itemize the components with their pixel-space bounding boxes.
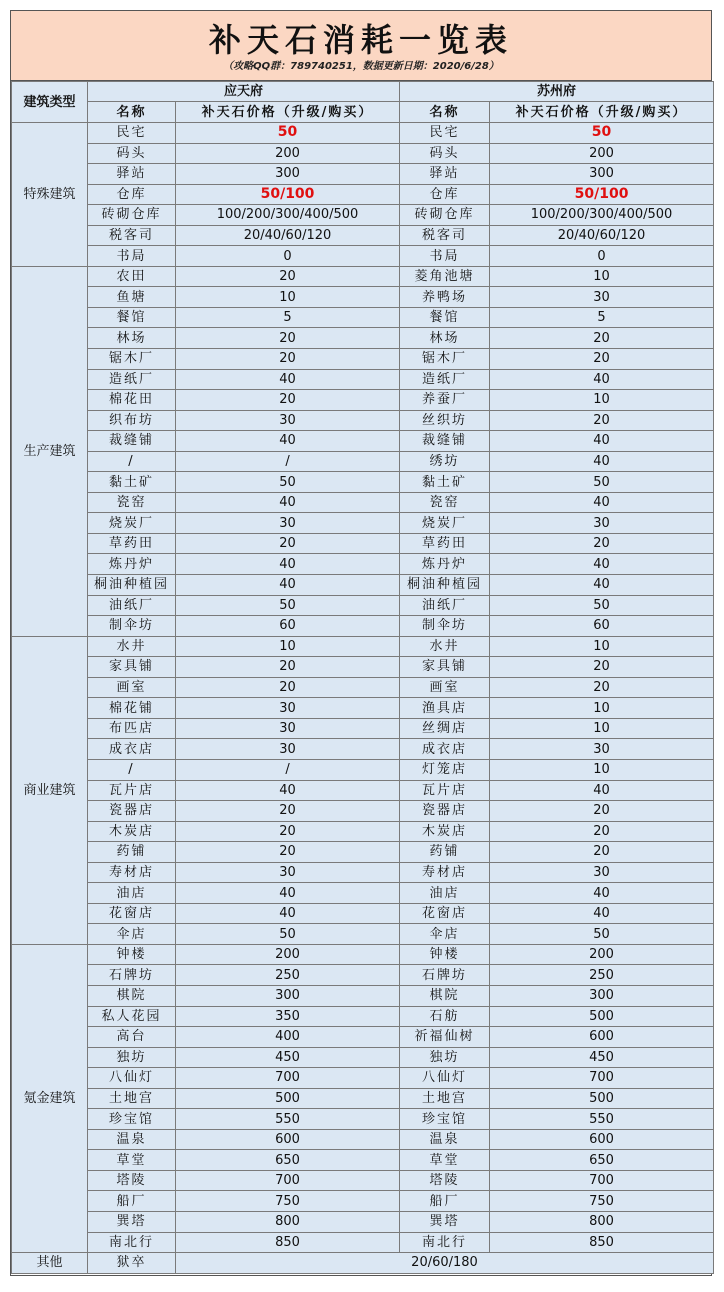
table-row [12, 349, 714, 370]
city-b-price: 40 [490, 451, 714, 472]
city-a-name-header: 名称 [88, 102, 176, 123]
city-a-building-name: 巽塔 [88, 1211, 176, 1232]
city-a-price: 350 [176, 1006, 400, 1027]
city-b-building-name: 木炭店 [400, 821, 490, 842]
city-a-price: 20 [176, 328, 400, 349]
city-b-price: 0 [490, 246, 714, 267]
city-b-price: 10 [490, 698, 714, 719]
city-a-building-name: 珍宝馆 [88, 1109, 176, 1130]
city-b-price: 450 [490, 1047, 714, 1068]
table-row [12, 657, 714, 678]
city-a-price: 50 [176, 924, 400, 945]
table-row [12, 924, 714, 945]
city-b-building-name: 土地宫 [400, 1088, 490, 1109]
table-row [12, 328, 714, 349]
city-b-price: 10 [490, 759, 714, 780]
city-a-price: 250 [176, 965, 400, 986]
city-b-building-name: 砖砌仓库 [400, 205, 490, 226]
city-b-price: 300 [490, 985, 714, 1006]
city-b-building-name: 南北行 [400, 1232, 490, 1253]
city-a-price: 500 [176, 1088, 400, 1109]
city-b-price: 20 [490, 410, 714, 431]
table-row [12, 164, 714, 185]
city-a-price: 5 [176, 307, 400, 328]
city-b-building-name: 桐油种植园 [400, 575, 490, 596]
table-row [12, 246, 714, 267]
city-b-building-name: 药铺 [400, 842, 490, 863]
city-b-name-header: 名称 [400, 102, 490, 123]
city-b-building-name: 驿站 [400, 164, 490, 185]
city-a-price: 50 [176, 472, 400, 493]
city-a-building-name: 水井 [88, 636, 176, 657]
table-row [12, 451, 714, 472]
city-a-price: 40 [176, 575, 400, 596]
city-b-building-name: 仓库 [400, 184, 490, 205]
city-a-building-name: 驿站 [88, 164, 176, 185]
city-b-building-name: 独坊 [400, 1047, 490, 1068]
table-row [12, 801, 714, 822]
table-row [12, 472, 714, 493]
table-row [12, 1232, 714, 1253]
table-row [12, 205, 714, 226]
city-b-building-name: 养鸭场 [400, 287, 490, 308]
city-b-price: 40 [490, 369, 714, 390]
category-label: 特殊建筑 [12, 123, 88, 267]
table-row [12, 533, 714, 554]
city-a-building-name: 布匹店 [88, 718, 176, 739]
city-a-building-name: 织布坊 [88, 410, 176, 431]
table-row [12, 369, 714, 390]
table-row [12, 862, 714, 883]
city-a-building-name: 高台 [88, 1027, 176, 1048]
city-a-building-name: / [88, 759, 176, 780]
table-row [12, 492, 714, 513]
city-a-price: 20/40/60/120 [176, 225, 400, 246]
table-row [12, 1068, 714, 1089]
table-row [12, 1150, 714, 1171]
city-b-price: 750 [490, 1191, 714, 1212]
header-row-cities [12, 82, 714, 102]
city-b-price: 10 [490, 390, 714, 411]
table-row [12, 739, 714, 760]
city-a-building-name: / [88, 451, 176, 472]
city-a-building-name: 造纸厂 [88, 369, 176, 390]
city-b-building-name: 瓷窑 [400, 492, 490, 513]
city-b-building-name: 灯笼店 [400, 759, 490, 780]
city-a-price: 600 [176, 1129, 400, 1150]
city-a-price: 20 [176, 390, 400, 411]
city-b-building-name: 瓷器店 [400, 801, 490, 822]
city-b-price: 30 [490, 862, 714, 883]
city-b-price: 20 [490, 821, 714, 842]
table-row [12, 985, 714, 1006]
city-b-price: 600 [490, 1129, 714, 1150]
table-row [12, 842, 714, 863]
city-b-price: 50 [490, 123, 714, 144]
city-b-price: 650 [490, 1150, 714, 1171]
city-a-price: 20 [176, 349, 400, 370]
city-a-building-name: 土地宫 [88, 1088, 176, 1109]
city-b-building-name: 温泉 [400, 1129, 490, 1150]
table-row [12, 266, 714, 287]
city-b-price: 10 [490, 718, 714, 739]
city-b-building-name: 巽塔 [400, 1211, 490, 1232]
city-a-building-name: 草堂 [88, 1150, 176, 1171]
city-b-price: 700 [490, 1068, 714, 1089]
city-b-price: 850 [490, 1232, 714, 1253]
city-b-building-name: 锯木厂 [400, 349, 490, 370]
city-a-building-name: 制伞坊 [88, 616, 176, 637]
city-a-building-name: 寿材店 [88, 862, 176, 883]
city-a-price: 400 [176, 1027, 400, 1048]
city-a-building-name: 棉花田 [88, 390, 176, 411]
city-b-building-name: 草药田 [400, 533, 490, 554]
page-subtitle: （攻略QQ群：789740251，数据更新日期：2020/6/28） [223, 61, 499, 72]
city-a-price: 650 [176, 1150, 400, 1171]
city-a-price: 40 [176, 492, 400, 513]
city-a-building-name: 炼丹炉 [88, 554, 176, 575]
city-b-building-name: 书局 [400, 246, 490, 267]
city-a-price: 40 [176, 780, 400, 801]
city-a-building-name: 石牌坊 [88, 965, 176, 986]
city-a-building-name: 船厂 [88, 1191, 176, 1212]
city-b-price-header: 补天石价格（升级/购买） [490, 102, 714, 123]
city-a-price: / [176, 759, 400, 780]
city-a-price: 800 [176, 1211, 400, 1232]
city-b-building-name: 炼丹炉 [400, 554, 490, 575]
city-b-price: 20 [490, 677, 714, 698]
city-a-building-name: 油店 [88, 883, 176, 904]
city-b-building-name: 裁缝铺 [400, 431, 490, 452]
city-a-price: 50 [176, 595, 400, 616]
city-a-building-name: 独坊 [88, 1047, 176, 1068]
city-b-building-name: 八仙灯 [400, 1068, 490, 1089]
table-row [12, 759, 714, 780]
city-b-price: 40 [490, 883, 714, 904]
city-a-header: 应天府 [88, 82, 400, 102]
city-b-building-name: 绣坊 [400, 451, 490, 472]
city-b-price: 700 [490, 1170, 714, 1191]
city-b-price: 500 [490, 1006, 714, 1027]
city-b-building-name: 家具铺 [400, 657, 490, 678]
table-row [12, 616, 714, 637]
city-a-price: 30 [176, 739, 400, 760]
city-b-building-name: 伞店 [400, 924, 490, 945]
city-b-price: 60 [490, 616, 714, 637]
city-b-building-name: 水井 [400, 636, 490, 657]
city-b-building-name: 祈福仙树 [400, 1027, 490, 1048]
city-a-building-name: 棉花铺 [88, 698, 176, 719]
city-a-building-name: 税客司 [88, 225, 176, 246]
cost-table [11, 81, 714, 1274]
city-b-price: 40 [490, 492, 714, 513]
city-b-price: 5 [490, 307, 714, 328]
city-a-price: / [176, 451, 400, 472]
city-a-building-name: 木炭店 [88, 821, 176, 842]
city-b-building-name: 塔陵 [400, 1170, 490, 1191]
table-row [12, 225, 714, 246]
city-a-building-name: 八仙灯 [88, 1068, 176, 1089]
table-row [12, 1109, 714, 1130]
city-b-price: 30 [490, 739, 714, 760]
city-a-price: 60 [176, 616, 400, 637]
city-a-price: 20 [176, 533, 400, 554]
city-a-price: 30 [176, 718, 400, 739]
city-b-price: 50/100 [490, 184, 714, 205]
city-a-price: 200 [176, 944, 400, 965]
city-a-building-name: 钟楼 [88, 944, 176, 965]
city-b-building-name: 石牌坊 [400, 965, 490, 986]
city-b-building-name: 菱角池塘 [400, 266, 490, 287]
table-row [12, 698, 714, 719]
category-label: 其他 [12, 1253, 88, 1274]
city-a-building-name: 南北行 [88, 1232, 176, 1253]
city-a-building-name: 伞店 [88, 924, 176, 945]
city-a-price: 20 [176, 677, 400, 698]
city-b-price: 20 [490, 533, 714, 554]
city-a-building-name: 家具铺 [88, 657, 176, 678]
city-a-price: 300 [176, 985, 400, 1006]
table-row [12, 1191, 714, 1212]
city-b-building-name: 民宅 [400, 123, 490, 144]
city-a-building-name: 林场 [88, 328, 176, 349]
table-row [12, 390, 714, 411]
city-b-price: 200 [490, 944, 714, 965]
table-row [12, 780, 714, 801]
city-a-price: 10 [176, 636, 400, 657]
city-b-price: 300 [490, 164, 714, 185]
category-label: 商业建筑 [12, 636, 88, 944]
city-b-building-name: 渔具店 [400, 698, 490, 719]
city-a-price: 30 [176, 862, 400, 883]
city-b-building-name: 烧炭厂 [400, 513, 490, 534]
city-a-price: 20 [176, 266, 400, 287]
city-a-price: 20 [176, 801, 400, 822]
city-a-price: 0 [176, 246, 400, 267]
other-building-name: 狱卒 [88, 1253, 176, 1274]
category-label: 生产建筑 [12, 266, 88, 636]
city-b-building-name: 棋院 [400, 985, 490, 1006]
city-b-price: 600 [490, 1027, 714, 1048]
city-b-price: 200 [490, 143, 714, 164]
city-a-price: 50/100 [176, 184, 400, 205]
city-b-price: 10 [490, 636, 714, 657]
city-a-building-name: 餐馆 [88, 307, 176, 328]
city-a-building-name: 桐油种植园 [88, 575, 176, 596]
table-row [12, 595, 714, 616]
city-b-building-name: 丝织坊 [400, 410, 490, 431]
table-row [12, 883, 714, 904]
city-b-building-name: 寿材店 [400, 862, 490, 883]
city-b-price: 100/200/300/400/500 [490, 205, 714, 226]
city-a-price: 40 [176, 883, 400, 904]
city-a-price: 700 [176, 1068, 400, 1089]
city-a-building-name: 画室 [88, 677, 176, 698]
cost-table-sheet [10, 10, 712, 1276]
city-b-building-name: 税客司 [400, 225, 490, 246]
city-a-building-name: 药铺 [88, 842, 176, 863]
city-a-price: 550 [176, 1109, 400, 1130]
table-row [12, 718, 714, 739]
city-a-price: 450 [176, 1047, 400, 1068]
table-row [12, 903, 714, 924]
city-b-price: 50 [490, 472, 714, 493]
table-row [12, 575, 714, 596]
city-a-building-name: 砖砌仓库 [88, 205, 176, 226]
table-row [12, 431, 714, 452]
city-b-price: 800 [490, 1211, 714, 1232]
city-b-header: 苏州府 [400, 82, 714, 102]
city-a-price: 40 [176, 369, 400, 390]
table-row [12, 1129, 714, 1150]
table-row [12, 554, 714, 575]
header-row-columns [12, 102, 714, 123]
table-row [12, 1170, 714, 1191]
table-row [12, 143, 714, 164]
city-a-building-name: 草药田 [88, 533, 176, 554]
city-b-building-name: 画室 [400, 677, 490, 698]
other-price: 20/60/180 [176, 1253, 714, 1274]
city-b-building-name: 油店 [400, 883, 490, 904]
table-row [12, 410, 714, 431]
city-b-price: 10 [490, 266, 714, 287]
city-b-price: 30 [490, 287, 714, 308]
table-row [12, 1211, 714, 1232]
table-row [12, 821, 714, 842]
city-a-price: 40 [176, 554, 400, 575]
table-row [12, 513, 714, 534]
city-b-price: 40 [490, 431, 714, 452]
city-a-price: 700 [176, 1170, 400, 1191]
city-b-price: 40 [490, 554, 714, 575]
city-b-building-name: 石舫 [400, 1006, 490, 1027]
city-a-price: 10 [176, 287, 400, 308]
city-b-building-name: 养蚕厂 [400, 390, 490, 411]
city-b-price: 20 [490, 801, 714, 822]
city-b-price: 40 [490, 575, 714, 596]
table-row [12, 1027, 714, 1048]
city-a-building-name: 裁缝铺 [88, 431, 176, 452]
city-a-building-name: 仓库 [88, 184, 176, 205]
table-row [12, 1006, 714, 1027]
table-row [12, 677, 714, 698]
city-a-price: 850 [176, 1232, 400, 1253]
city-a-building-name: 油纸厂 [88, 595, 176, 616]
city-a-price: 40 [176, 903, 400, 924]
table-row [12, 1088, 714, 1109]
city-b-building-name: 林场 [400, 328, 490, 349]
city-b-building-name: 成衣店 [400, 739, 490, 760]
city-a-building-name: 塔陵 [88, 1170, 176, 1191]
city-b-price: 20 [490, 349, 714, 370]
city-a-price: 200 [176, 143, 400, 164]
city-a-building-name: 烧炭厂 [88, 513, 176, 534]
city-b-building-name: 餐馆 [400, 307, 490, 328]
city-b-building-name: 黏土矿 [400, 472, 490, 493]
city-a-building-name: 书局 [88, 246, 176, 267]
city-a-building-name: 私人花园 [88, 1006, 176, 1027]
city-a-price: 20 [176, 657, 400, 678]
city-b-building-name: 油纸厂 [400, 595, 490, 616]
city-b-building-name: 珍宝馆 [400, 1109, 490, 1130]
city-a-building-name: 棋院 [88, 985, 176, 1006]
table-row [12, 965, 714, 986]
city-a-price-header: 补天石价格（升级/购买） [176, 102, 400, 123]
city-a-building-name: 黏土矿 [88, 472, 176, 493]
city-b-price: 20 [490, 328, 714, 349]
page-title: 补天石消耗一览表 [208, 21, 513, 59]
city-b-building-name: 造纸厂 [400, 369, 490, 390]
city-a-price: 30 [176, 410, 400, 431]
city-a-building-name: 成衣店 [88, 739, 176, 760]
city-b-price: 40 [490, 903, 714, 924]
table-row [12, 944, 714, 965]
city-b-price: 20 [490, 657, 714, 678]
title-block [11, 11, 711, 81]
city-b-price: 30 [490, 513, 714, 534]
category-label: 氪金建筑 [12, 944, 88, 1252]
city-b-price: 550 [490, 1109, 714, 1130]
city-b-price: 20/40/60/120 [490, 225, 714, 246]
city-b-price: 40 [490, 780, 714, 801]
city-a-building-name: 锯木厂 [88, 349, 176, 370]
table-row [12, 636, 714, 657]
city-b-building-name: 钟楼 [400, 944, 490, 965]
city-a-price: 100/200/300/400/500 [176, 205, 400, 226]
table-row [12, 307, 714, 328]
city-b-building-name: 船厂 [400, 1191, 490, 1212]
building-type-header: 建筑类型 [12, 82, 88, 123]
city-b-price: 50 [490, 924, 714, 945]
city-a-price: 50 [176, 123, 400, 144]
city-a-building-name: 温泉 [88, 1129, 176, 1150]
table-row [12, 184, 714, 205]
city-b-building-name: 制伞坊 [400, 616, 490, 637]
city-a-building-name: 花窗店 [88, 903, 176, 924]
table-row [12, 1047, 714, 1068]
city-a-price: 20 [176, 842, 400, 863]
city-b-price: 500 [490, 1088, 714, 1109]
city-a-price: 40 [176, 431, 400, 452]
city-a-price: 30 [176, 698, 400, 719]
city-b-building-name: 码头 [400, 143, 490, 164]
city-b-building-name: 瓦片店 [400, 780, 490, 801]
city-a-building-name: 瓷器店 [88, 801, 176, 822]
city-b-price: 50 [490, 595, 714, 616]
city-b-building-name: 丝绸店 [400, 718, 490, 739]
city-b-price: 250 [490, 965, 714, 986]
city-b-price: 20 [490, 842, 714, 863]
city-b-building-name: 花窗店 [400, 903, 490, 924]
city-a-building-name: 码头 [88, 143, 176, 164]
city-a-building-name: 瓷窑 [88, 492, 176, 513]
city-a-building-name: 农田 [88, 266, 176, 287]
city-a-building-name: 鱼塘 [88, 287, 176, 308]
table-row [12, 123, 714, 144]
table-row [12, 287, 714, 308]
city-a-price: 300 [176, 164, 400, 185]
city-a-building-name: 民宅 [88, 123, 176, 144]
other-row [12, 1253, 714, 1274]
city-a-price: 20 [176, 821, 400, 842]
city-b-building-name: 草堂 [400, 1150, 490, 1171]
city-a-price: 30 [176, 513, 400, 534]
city-a-price: 750 [176, 1191, 400, 1212]
city-a-building-name: 瓦片店 [88, 780, 176, 801]
